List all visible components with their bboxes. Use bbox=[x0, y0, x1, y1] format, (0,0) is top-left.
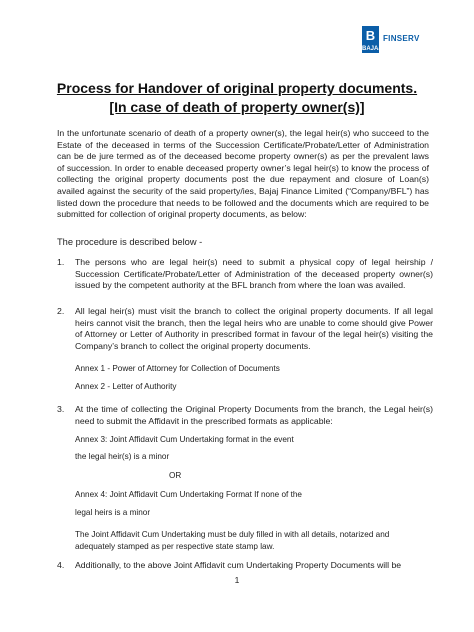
list-item-text: The persons who are legal heir(s) need to submit a physical copy of legal heirship / Succession Certificate/Probate/Letter of Administration of the deceased property owner(s) issued by the competent authority at the BFL branch from where the loan was availed. bbox=[75, 257, 433, 291]
minor-line: the legal heir(s) is a minor bbox=[75, 452, 170, 461]
procedure-heading: The procedure is described below - bbox=[57, 237, 203, 247]
document-subtitle: [In case of death of property owner(s)] bbox=[109, 99, 365, 115]
bajaj-finserv-logo bbox=[362, 24, 442, 54]
list-item-number: 2. bbox=[57, 306, 65, 316]
annex-1: Annex 1 - Power of Attorney for Collection of Documents bbox=[75, 364, 280, 373]
annex-3: Annex 3: Joint Affidavit Cum Undertaking format in the event bbox=[75, 435, 294, 444]
affidavit-note: The Joint Affidavit Cum Undertaking must be duly filled in with all details, notarized and adequately stamped as per respective state stamp law. bbox=[75, 530, 390, 551]
not-minor-line: legal heirs is a minor bbox=[75, 508, 151, 517]
or-text: OR bbox=[169, 471, 182, 480]
intro-paragraph: In the unfortunate scenario of death of a property owner(s), the legal heir(s) who succeed to the Estate of the deceased in terms of the Succession Certificate/Probate/Letter of Administration can be de jure termed as of the deceased become property owner(s) as per the prevalent laws of succession. In order to enable deceased property owner’s legal heir(s) to know the process of collecting the original property documents post the due repayment and closure of Loan(s) availed against the security of the said property/ies, Bajaj Finance Limited (“Company/BFL”) has listed down the procedure that needs to be followed and the documents which are required to be submitted for collection of original property documents, as below: bbox=[57, 128, 429, 220]
list-item-text: Additionally, to the above Joint Affidavit cum Undertaking Property Documents will be bbox=[75, 560, 402, 570]
annex-2: Annex 2 - Letter of Authority bbox=[75, 382, 177, 391]
annex-4: Annex 4: Joint Affidavit Cum Undertaking Format If none of the bbox=[75, 490, 302, 499]
page-number: 1 bbox=[234, 575, 240, 585]
logo-finserv-text: FINSERV bbox=[383, 34, 420, 43]
list-item-text: All legal heir(s) must visit the branch to collect the original property documents. If all legal heirs cannot visit the branch, then the legal heirs who are unable to come should give Power of Attorney or Letter of Authority in prescribed format in favour of the legal heir(s) visiting the Company’s branch to collect the original property documents. bbox=[75, 306, 433, 351]
list-item-number: 3. bbox=[57, 404, 65, 414]
document-title: Process for Handover of original property documents. bbox=[56, 80, 418, 96]
logo-mark: B bbox=[362, 26, 379, 50]
list-item-text: At the time of collecting the Original Property Documents from the branch, the Legal heir(s) need to submit the Affidavit in the prescribed formats as applicable: bbox=[75, 404, 433, 426]
list-item-number: 4. bbox=[57, 560, 65, 570]
logo-bajaj-text: BAJAJ bbox=[362, 46, 382, 52]
list-item-number: 1. bbox=[57, 257, 65, 267]
